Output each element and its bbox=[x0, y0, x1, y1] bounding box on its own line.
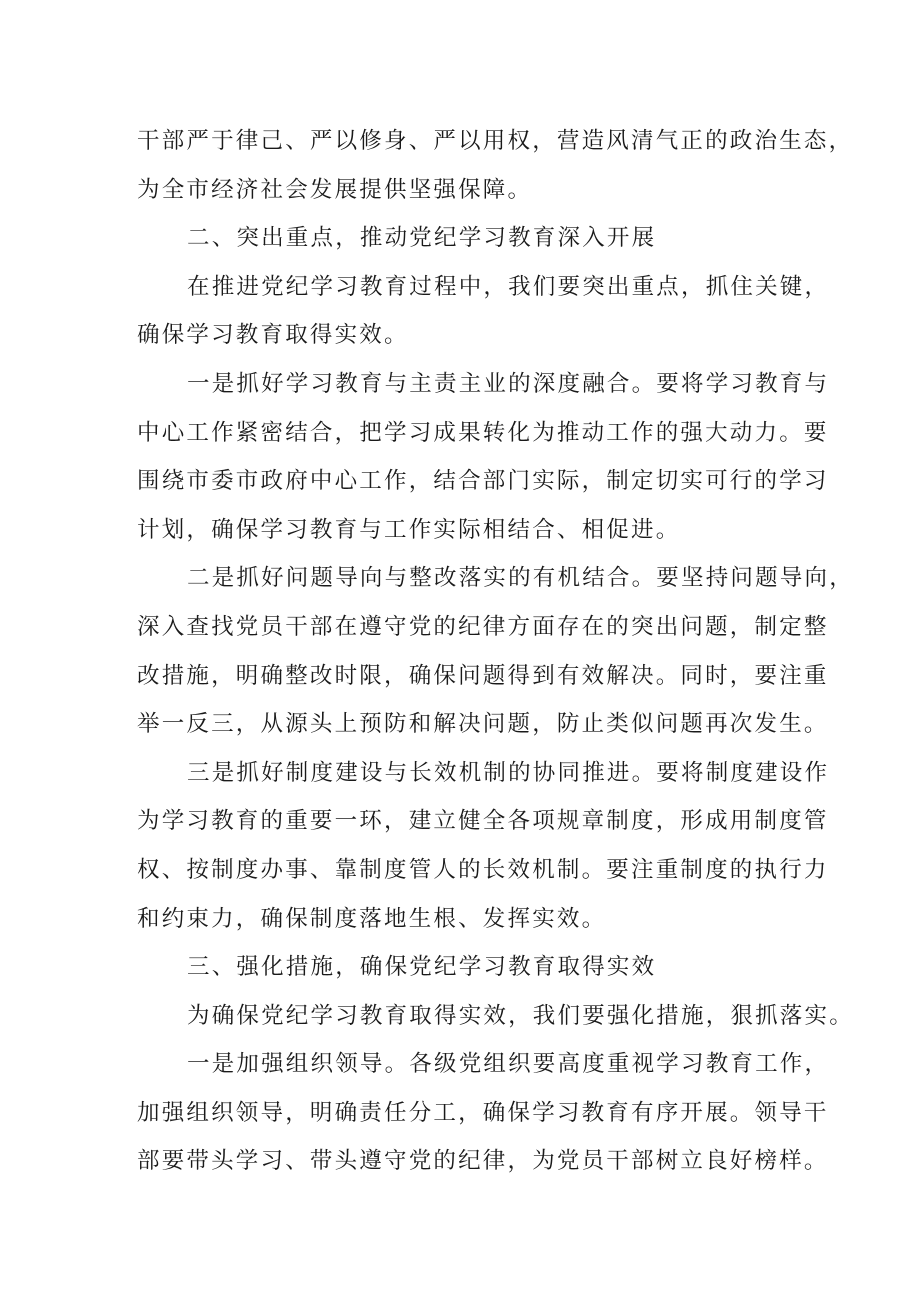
text-line: 在推进党纪学习教育过程中，我们要突出重点，抓住关键， bbox=[187, 273, 830, 300]
section-heading: 三、强化措施，确保党纪学习教育取得实效 bbox=[187, 954, 657, 981]
text-line: 一是抓好学习教育与主责主业的深度融合。要将学习教育与 bbox=[187, 370, 830, 397]
text-line: 为学习教育的重要一环，建立健全各项规章制度，形成用制度管 bbox=[137, 808, 829, 835]
text-line: 部要带头学习、带头遵守党的纪律，为党员干部树立良好榜样。 bbox=[137, 1148, 829, 1175]
document-body bbox=[137, 117, 854, 1186]
text-line: 为确保党纪学习教育取得实效，我们要强化措施，狠抓落实。 bbox=[187, 1002, 854, 1029]
text-line: 中心工作紧密结合，把学习成果转化为推动工作的强大动力。要 bbox=[137, 419, 829, 446]
text-line: 举一反三，从源头上预防和解决问题，防止类似问题再次发生。 bbox=[137, 711, 829, 738]
text-line: 加强组织领导，明确责任分工，确保学习教育有序开展。领导干 bbox=[137, 1099, 829, 1126]
text-line: 确保学习教育取得实效。 bbox=[137, 322, 409, 349]
text-line: 权、按制度办事、靠制度管人的长效机制。要注重制度的执行力 bbox=[137, 856, 829, 883]
text-line: 围绕市委市政府中心工作，结合部门实际，制定切实可行的学习 bbox=[137, 468, 829, 495]
text-line: 为全市经济社会发展提供坚强保障。 bbox=[137, 176, 533, 203]
text-line: 改措施，明确整改时限，确保问题得到有效解决。同时，要注重 bbox=[137, 662, 829, 689]
text-line: 干部严于律己、严以修身、严以用权，营造风清气正的政治生态， bbox=[137, 128, 854, 154]
text-line: 二是抓好问题导向与整改落实的有机结合。要坚持问题导向， bbox=[187, 565, 854, 592]
text-line: 和约束力，确保制度落地生根、发挥实效。 bbox=[137, 905, 607, 932]
section-heading: 二、突出重点，推动党纪学习教育深入开展 bbox=[187, 225, 657, 252]
text-line: 三是抓好制度建设与长效机制的协同推进。要将制度建设作 bbox=[187, 759, 830, 786]
text-line: 深入查找党员干部在遵守党的纪律方面存在的突出问题，制定整 bbox=[137, 613, 829, 640]
text-line: 一是加强组织领导。各级党组织要高度重视学习教育工作， bbox=[187, 1051, 830, 1078]
text-line: 计划，确保学习教育与工作实际相结合、相促进。 bbox=[137, 516, 681, 543]
